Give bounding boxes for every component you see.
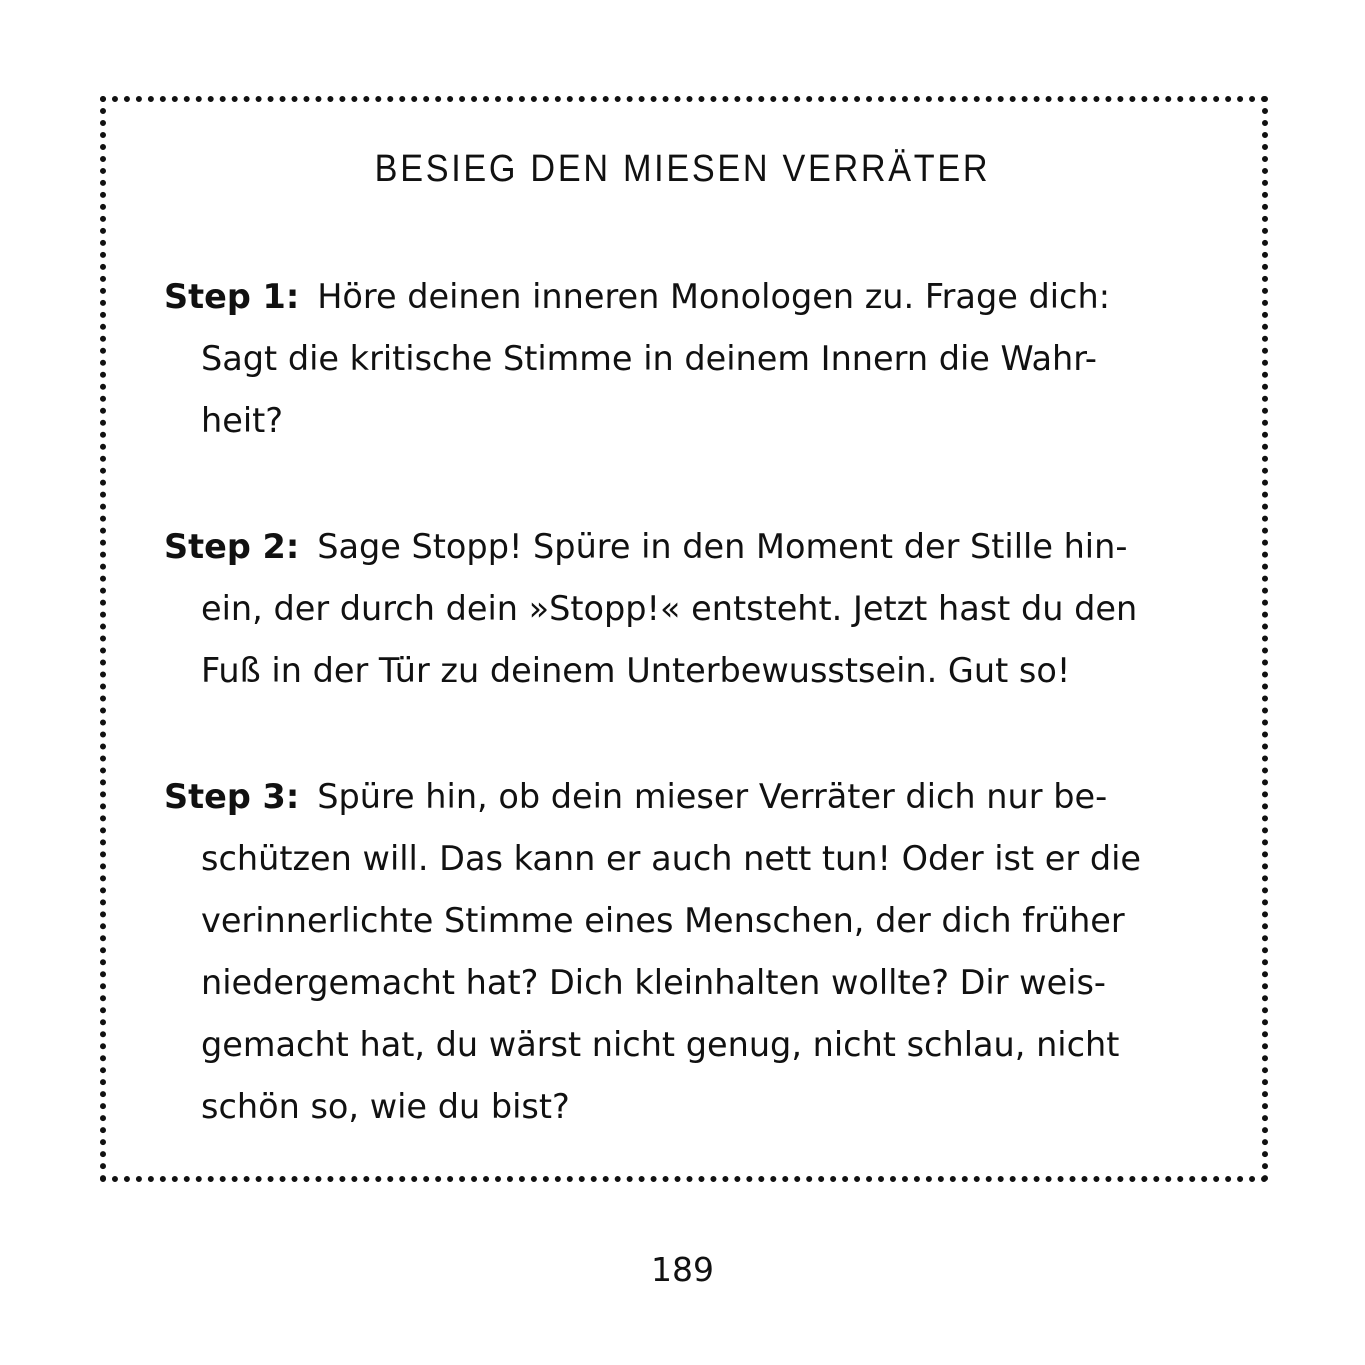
step-3-first-line <box>164 766 1244 828</box>
step-1-first-line <box>164 266 1244 328</box>
step-3-line-5: gemacht hat, du wärst nicht genug, nicht schlau, nicht <box>201 1025 1120 1064</box>
step-2 <box>164 516 1244 702</box>
step-3-line-6: schön so, wie du bist? <box>201 1087 570 1126</box>
page-number: 189 <box>651 1250 714 1289</box>
step-2-line-2: ein, der durch dein »Stopp!« entsteht. Jetzt hast du den <box>201 589 1138 628</box>
step-3-line-4: niedergemacht hat? Dich kleinhalten wollte? Dir weis- <box>201 963 1107 1002</box>
step-3-label: Step 3: <box>164 777 300 816</box>
step-3 <box>164 766 1244 1138</box>
step-2-first-line <box>164 516 1244 578</box>
step-1-label: Step 1: <box>164 277 300 316</box>
step-1-line-2: Sagt die kritische Stimme in deinem Innern die Wahr- <box>201 339 1097 378</box>
step-1 <box>164 266 1244 452</box>
page-title: BESIEG DEN MIESEN VERRÄTER <box>374 148 991 190</box>
step-2-label: Step 2: <box>164 527 300 566</box>
step-3-line-2: schützen will. Das kann er auch nett tun! Oder ist er die <box>201 839 1141 878</box>
step-3-line-3: verinnerlichte Stimme eines Menschen, der dich früher <box>201 901 1125 940</box>
step-2-line-1: Sage Stopp! Spüre in den Moment der Stille hin- <box>317 527 1128 566</box>
step-1-line-3: heit? <box>201 401 284 440</box>
step-2-line-3: Fuß in der Tür zu deinem Unterbewusstsein. Gut so! <box>201 651 1071 690</box>
step-3-line-1: Spüre hin, ob dein mieser Verräter dich nur be- <box>317 777 1108 816</box>
step-1-line-1: Höre deinen inneren Monologen zu. Frage dich: <box>317 277 1110 316</box>
